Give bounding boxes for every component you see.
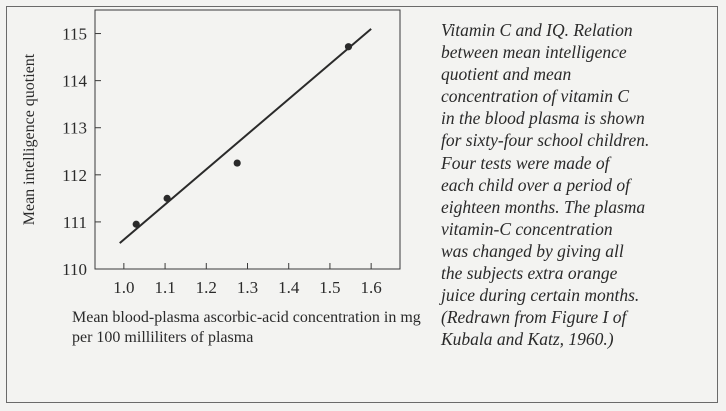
x-tick-label: 1.1	[154, 278, 176, 297]
caption-line: between mean intelligence	[441, 42, 627, 63]
caption-line: eighteen months. The plasma	[441, 196, 646, 217]
y-tick-label: 111	[62, 212, 87, 232]
caption-line: the subjects extra orange	[441, 263, 618, 284]
y-tick-label: 115	[62, 24, 87, 44]
data-points	[133, 43, 352, 228]
caption-line: Vitamin C and IQ. Relation	[441, 20, 633, 40]
caption-line: concentration of vitamin C	[441, 86, 630, 107]
regression-line	[120, 29, 371, 243]
x-tick-label: 1.4	[278, 278, 300, 297]
y-tick-label: 110	[62, 260, 87, 279]
caption-line: Four tests were made of	[441, 152, 610, 173]
plot-area	[95, 10, 400, 269]
chart	[0, 0, 440, 300]
x-tick-label: 1.0	[113, 278, 135, 297]
data-point	[164, 195, 171, 202]
y-tick-label: 112	[62, 165, 87, 185]
caption-line: for sixty-four school children.	[441, 130, 650, 151]
x-tick-label: 1.2	[195, 278, 217, 297]
y-tick-label: 113	[62, 118, 87, 138]
data-point	[234, 159, 241, 166]
x-tick-label: 1.5	[319, 278, 341, 297]
y-tick-label: 114	[62, 71, 87, 91]
caption-line: quotient and mean	[441, 64, 572, 85]
axis-ticks	[95, 34, 371, 269]
caption-line: vitamin-C concentration	[441, 218, 613, 239]
caption-line: (Redrawn from Figure I of	[441, 307, 627, 328]
caption-line: in the blood plasma is shown	[441, 108, 645, 129]
caption-line: was changed by giving all	[441, 240, 624, 261]
x-tick-label: 1.6	[360, 278, 382, 297]
x-axis-label: Mean blood-plasma ascorbic-acid concentration in mg per 100 milliliters of plasma	[72, 309, 421, 346]
y-axis-label: Mean intelligence quotient	[21, 53, 38, 226]
x-tick-label: 1.3	[236, 278, 259, 297]
figure-caption	[441, 19, 716, 350]
caption-line: Kubala and Katz, 1960.)	[441, 329, 614, 350]
caption-line: each child over a period of	[441, 174, 631, 195]
tick-labels	[62, 25, 382, 297]
caption-line: juice during certain months.	[441, 285, 640, 306]
data-point	[133, 221, 140, 228]
data-point	[345, 43, 352, 50]
